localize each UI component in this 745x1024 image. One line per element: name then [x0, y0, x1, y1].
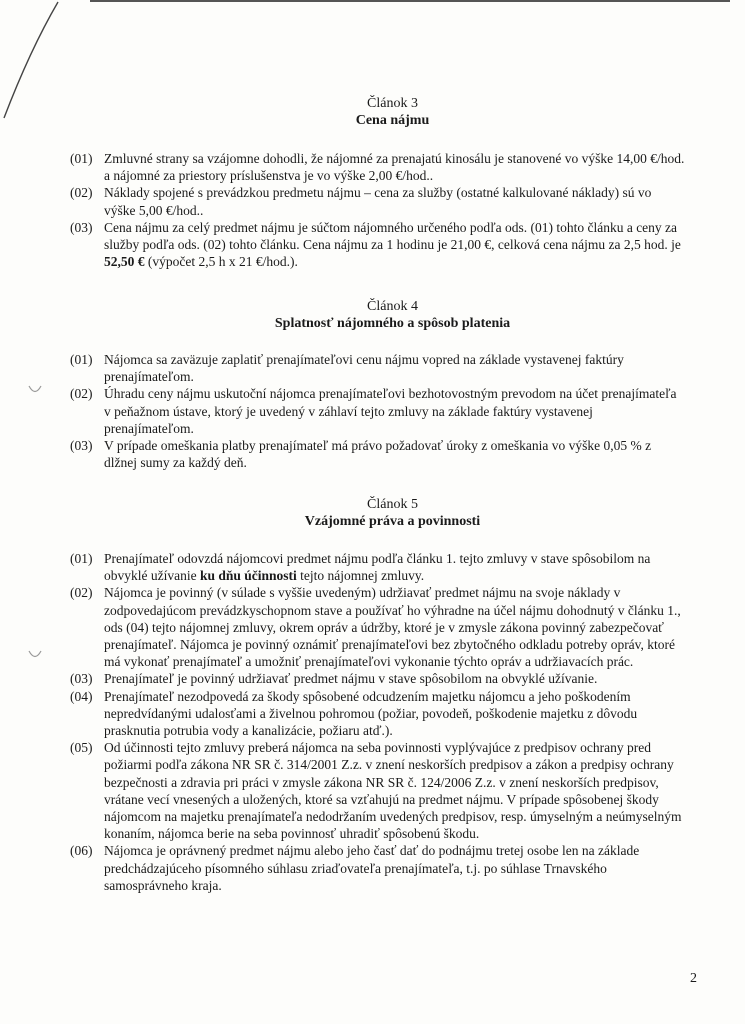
clause	[0, 739, 745, 842]
clause-text: Prenajímateľ je povinný udržiavať predmet nájmu v stave spôsobilom na obvyklé užívanie.	[104, 671, 598, 687]
clause-number: (03)	[70, 438, 93, 454]
clause-text: Náklady spojené s prevádzkou predmetu nájmu – cena za služby (ostatné kalkulované náklady) sú vo výške 5,00 €/hod..	[104, 185, 652, 218]
clause-number: (02)	[70, 585, 93, 601]
clause-number: (03)	[70, 671, 93, 687]
article-heading: Článok 5	[367, 497, 418, 512]
clause-text: Zmluvné strany sa vzájomne dohodli, že nájomné za prenajatú kinosálu je stanovené vo výške 14,00 €/hod. a nájomné za priestory príslušenstva je vo výške 2,00 €/hod..	[104, 151, 685, 184]
article-5	[0, 496, 745, 894]
effective-date-phrase: ku dňu účinnosti	[199, 568, 297, 584]
article-title: Vzájomné práva a povinnosti	[304, 514, 481, 529]
clause-number: (03)	[70, 219, 93, 235]
article-4	[0, 298, 745, 471]
total-price: 52,50 €	[104, 254, 145, 270]
clause	[0, 842, 745, 894]
article-title: Splatnosť nájomného a spôsob platenia	[274, 316, 511, 331]
clause-text: Nájomca je oprávnený predmet nájmu alebo jeho časť dať do podnájmu tretej osobe len na základe predchádzajúceho písomného súhlasu zriaďovateľa prenajímateľa, t.j. po súhlase Trnavského samosprávneho kraja.	[104, 843, 640, 893]
clause-text: Nájomca je povinný (v súlade s vyššie uvedeným) udržiavať predmet nájmu na svoje náklady v zodpovedajúcom prevádzkyschopnom stave a používať ho výhradne na účel nájmu dohodnutý v článku 1., ods (04) tejto nájomnej zmluvy, okrem opráv a údržby, ktoré je v zmysle zákona povinný zabezpečovať prenajímateľ. Nájomca je povinný oznámiť prenajímateľovi bez zbytočného odkladu potreby opráv, ktoré má vykonať prenajímateľ a umožniť prenajímateľovi vykonanie týchto opráv a udržiavacích prác.	[104, 585, 681, 670]
article-3	[0, 95, 745, 270]
clause-text: Úhradu ceny nájmu uskutoční nájomca prenajímateľovi bezhotovostným prevodom na účet prenajímateľa v peňažnom ústave, ktorý je uvedený v záhlaví tejto zmluvy na základe faktúry vystavenej prenajímateľom.	[104, 386, 677, 436]
clause-number: (01)	[70, 551, 93, 566]
clause	[0, 670, 745, 687]
clause-number: (02)	[70, 185, 93, 201]
clause	[0, 550, 745, 584]
clause	[0, 385, 745, 437]
clause-text: Prenajímateľ nezodpovedá za škody spôsobené odcudzením majetku nájomcu a jeho poškodením nepredvídanými udalosťami a živelnou pohromou (požiar, povodeň, poškodenie majetku z dôvodu prasknutia potrubia vody a kanalizácie, požiaru atď.).	[104, 688, 638, 739]
article-title: Cena nájmu	[355, 113, 430, 128]
clause-number: (01)	[70, 352, 93, 367]
scan-edge	[90, 0, 730, 2]
clause-text: Prenajímateľ odovzdá nájomcovi predmet nájmu podľa článku 1. tejto zmluvy v stave spôsobilom na obvyklé užívanie	[104, 551, 651, 584]
clause-text: Od účinnosti tejto zmluvy preberá nájomca na seba povinnosti vyplývajúce z predpisov ochrany pred požiarmi podľa zákona NR SR č. 314/2001 Z.z. v znení neskorších predpisov a zákon a predpisy ochrany bezpečnosti a zdravia pri práci v zmysle zákona NR SR č. 124/2006 Z.z. v znení neskorších predpisov, vrátane vecí vnesených a uložených, ktoré sa vzťahujú na predmet nájmu. V prípade spôsobenej škody nájomcom na majetku prenajímateľa nedodržaním uvedených predpisov, resp. úmyselným a neúmyselným konaním, nájomca berie na seba povinnosť uhradiť spôsobenú škodu.	[104, 740, 682, 842]
clause	[0, 150, 745, 184]
clause-number: (06)	[70, 843, 93, 859]
page-number: 2	[690, 971, 697, 986]
clause	[0, 584, 745, 670]
clause	[0, 219, 745, 271]
clause-text: Nájomca sa zaväzuje zaplatiť prenajímateľovi cenu nájmu vopred na základe vystavenej faktúry prenajímateľom.	[104, 352, 624, 385]
clause-text: Cena nájmu za celý predmet nájmu je súčtom nájomného určeného podľa ods. (01) tohto článku a ceny za služby podľa ods. (02) tohto článku. Cena nájmu za 1 hodinu je 21,00 €, celková cena nájmu za 2,5 hod. je	[104, 219, 681, 253]
clause-number: (04)	[70, 688, 93, 704]
article-heading: Článok 4	[367, 299, 418, 314]
clause-number: (02)	[70, 386, 93, 402]
clause-text: V prípade omeškania platby prenajímateľ má právo požadovať úroky z omeškania vo výške 0,05 % z dlžnej sumy za každý deň.	[104, 438, 652, 471]
clause-number: (01)	[70, 151, 93, 166]
clause	[0, 688, 745, 740]
clause-number: (05)	[70, 740, 93, 756]
clause-text: (výpočet 2,5 h x 21 €/hod.).	[144, 254, 298, 270]
clause	[0, 437, 745, 471]
article-heading: Článok 3	[367, 96, 418, 111]
clause	[0, 351, 745, 385]
clause-text: tejto nájomnej zmluvy.	[296, 568, 425, 584]
clause	[0, 184, 745, 218]
